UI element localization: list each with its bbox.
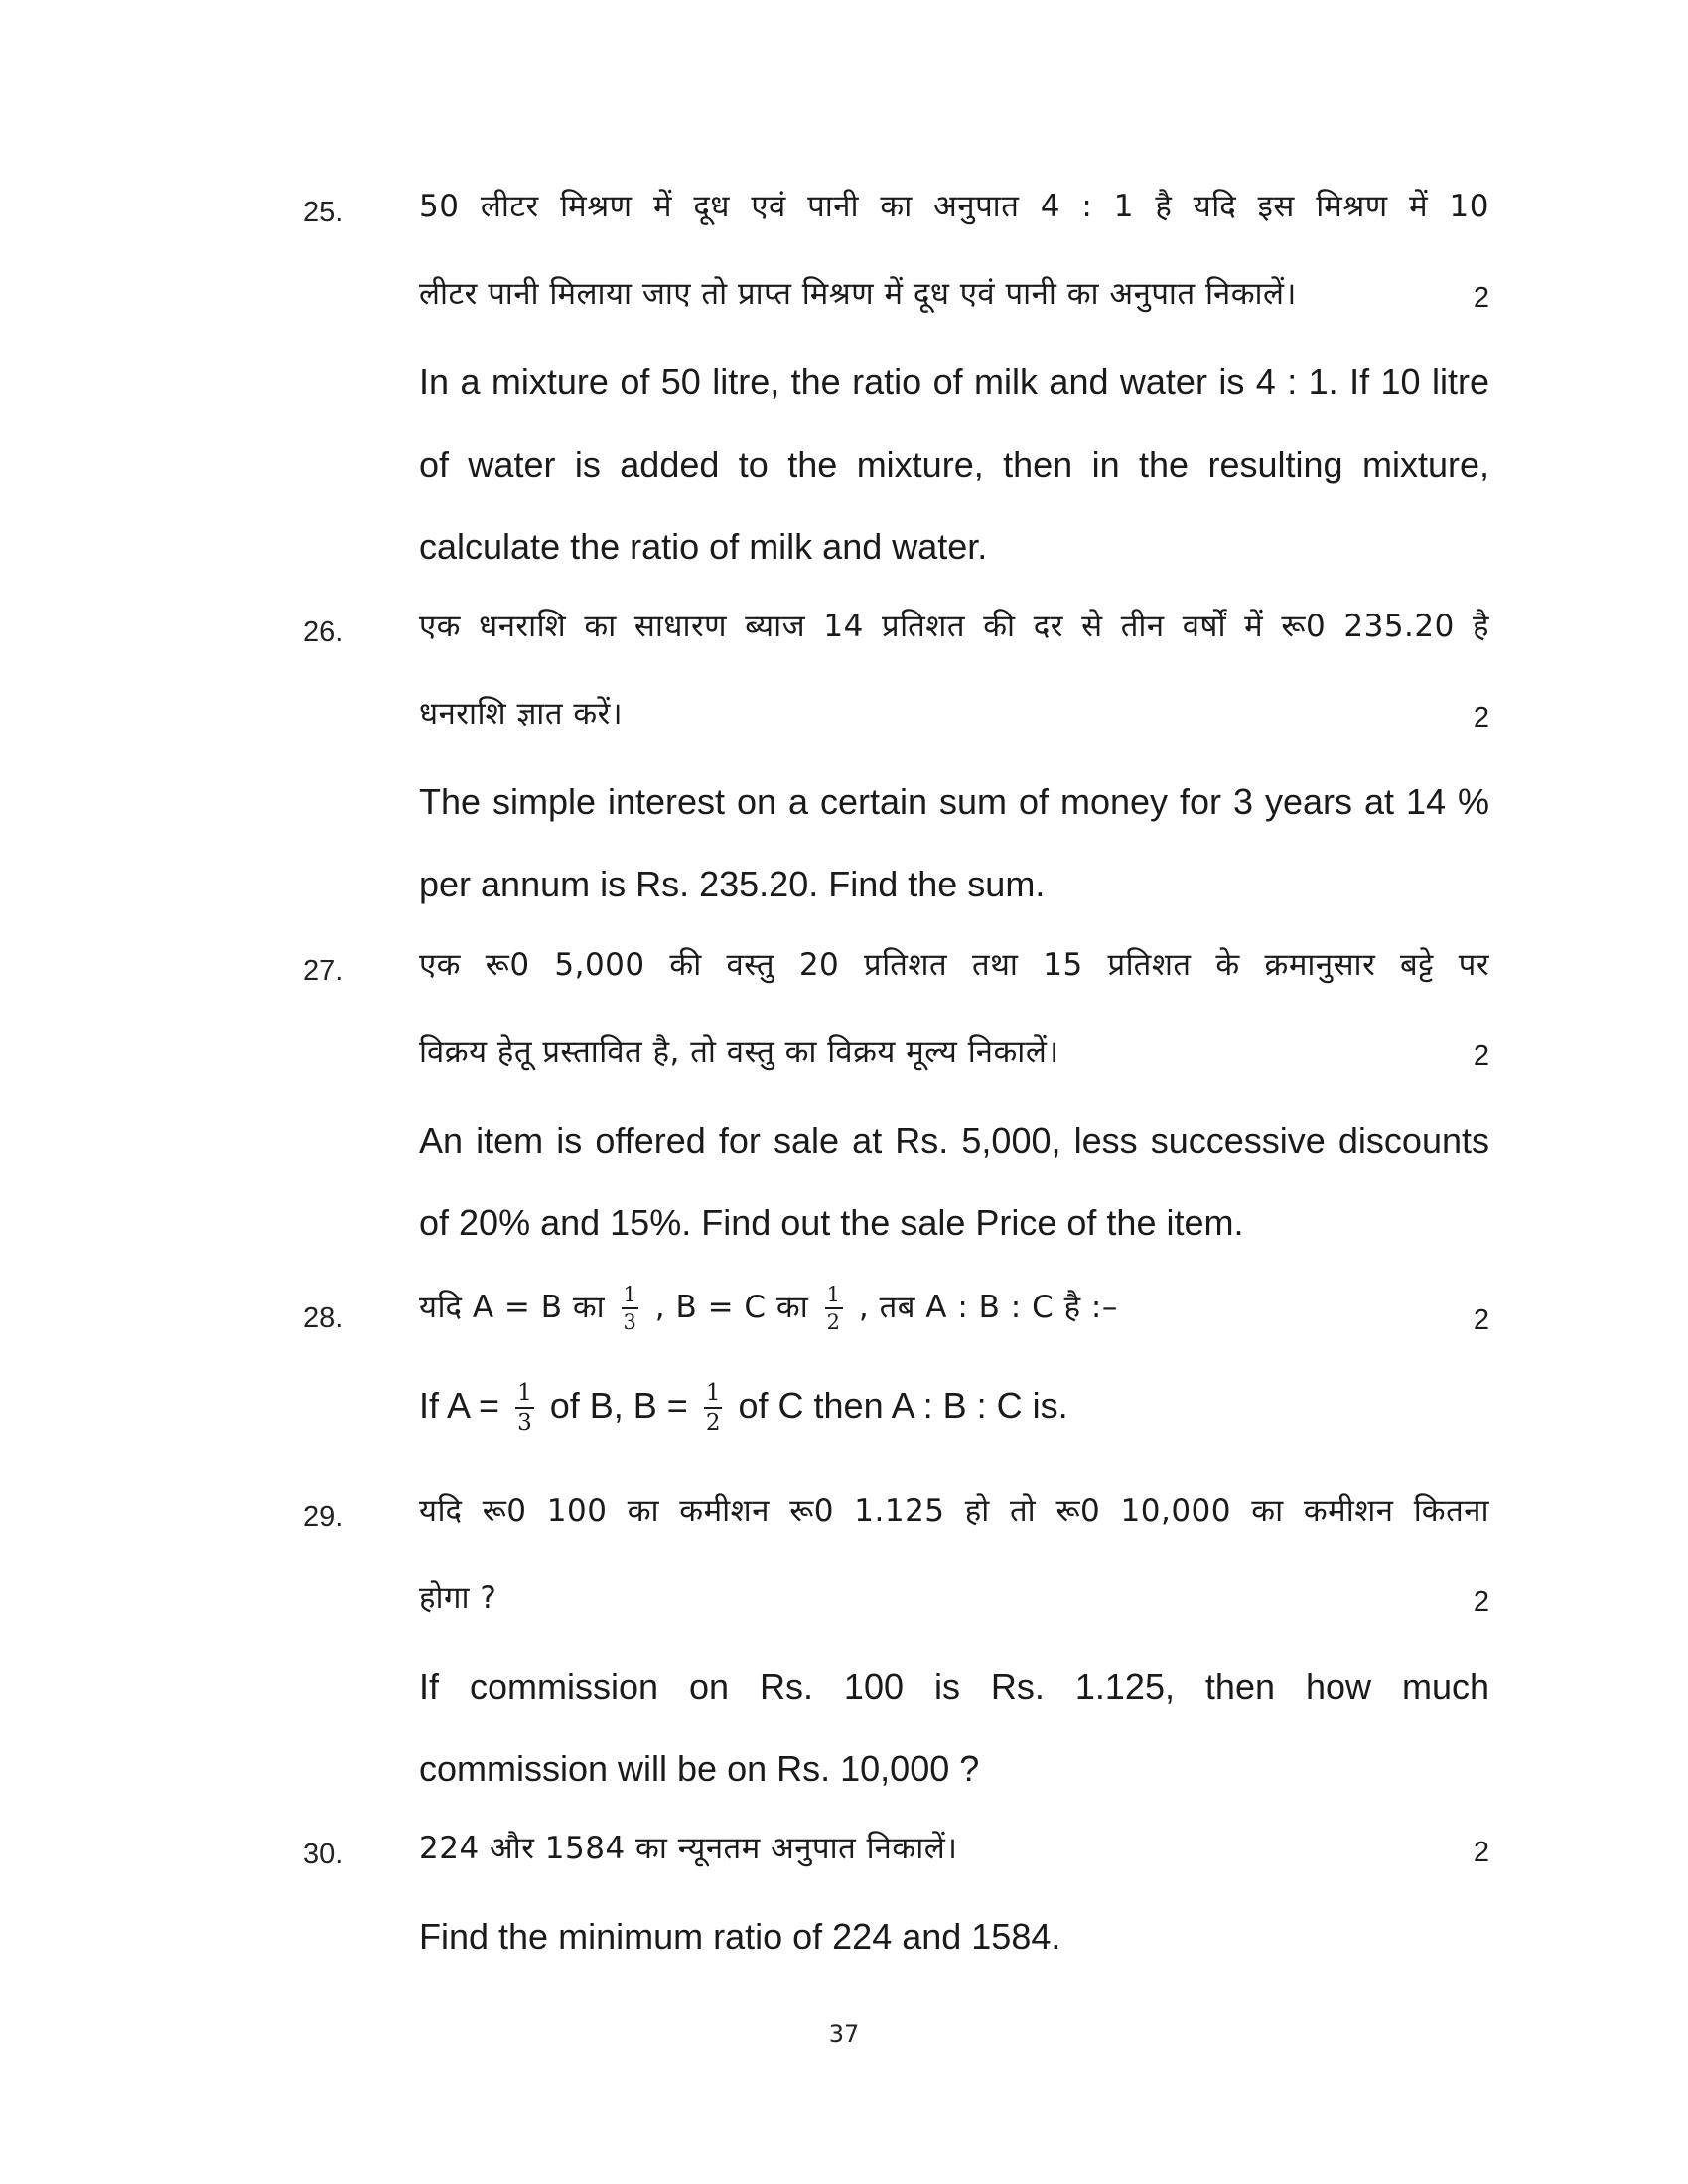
question-number: 26. [303, 616, 344, 648]
fraction [704, 1382, 723, 1434]
question-english-line: calculate the ratio of milk and water. [419, 526, 988, 567]
question-english-line: of 20% and 15%. Find out the sale Price of the item. [419, 1202, 1244, 1243]
question-number: 27. [303, 955, 344, 987]
question-hindi-line: विक्रय हेतू प्रस्तावित है, तो वस्तु का विक्रय मूल्य निकालें। [419, 1034, 1059, 1070]
question-hindi-line: 224 और 1584 का न्यूनतम अनुपात निकालें। [419, 1831, 958, 1866]
question-number: 25. [303, 197, 344, 228]
english-text: of B, B = [549, 1385, 688, 1427]
fraction-denominator: 2 [826, 1310, 841, 1334]
question-number: 28. [303, 1302, 344, 1334]
question-number: 30. [303, 1839, 344, 1870]
fraction-numerator: 1 [825, 1285, 843, 1309]
english-text: If A = [419, 1385, 500, 1427]
question-english-line: An item is offered for sale at Rs. 5,000, less successive discounts [419, 1120, 1489, 1160]
question-marks: 2 [1473, 282, 1489, 314]
fraction-numerator: 1 [704, 1382, 723, 1409]
question-english-line [419, 1382, 1489, 1434]
question-hindi-line: होगा ? [419, 1580, 497, 1616]
question-hindi-line: लीटर पानी मिलाया जाए तो प्राप्त मिश्रण में दूध एवं पानी का अनुपात निकालें। [419, 276, 1297, 312]
question-marks: 2 [1473, 1837, 1489, 1868]
fraction-numerator: 1 [622, 1285, 639, 1309]
question-english-line: per annum is Rs. 235.20. Find the sum. [419, 864, 1046, 904]
question-hindi-line: एक धनराशि का साधारण ब्याज 14 प्रतिशत की दर से तीन वर्षों में रू0 235.20 है [419, 609, 1489, 644]
fraction-numerator: 1 [515, 1382, 534, 1409]
fraction-denominator: 3 [517, 1410, 532, 1435]
question-hindi-line [419, 1285, 1489, 1333]
question-english-line: of water is added to the mixture, then in the resulting mixture, [419, 444, 1489, 484]
english-text: of C then A : B : C is. [738, 1385, 1068, 1427]
question-hindi-line: एक रू0 5,000 की वस्तु 20 प्रतिशत तथा 15 प्रतिशत के क्रमानुसार बट्टे पर [419, 947, 1489, 983]
hindi-text: , B = C का [654, 1290, 809, 1325]
page-number: 37 [828, 2020, 860, 2048]
fraction-denominator: 2 [705, 1410, 721, 1435]
question-marks: 2 [1473, 1040, 1489, 1072]
question-number: 29. [303, 1501, 344, 1533]
question-english-line: commission will be on Rs. 10,000 ? [419, 1748, 980, 1789]
hindi-text: यदि A = B का [419, 1290, 606, 1325]
question-marks: 2 [1473, 1304, 1489, 1336]
fraction [515, 1382, 534, 1434]
question-english-line: In a mixture of 50 litre, the ratio of milk and water is 4 : 1. If 10 litre [419, 361, 1489, 402]
question-marks: 2 [1473, 702, 1489, 734]
question-english-line: Find the minimum ratio of 224 and 1584. [419, 1916, 1061, 1957]
question-english-line: If commission on Rs. 100 is Rs. 1.125, then how much [419, 1666, 1489, 1706]
fraction [622, 1285, 639, 1333]
fraction-denominator: 3 [623, 1310, 637, 1334]
question-english-line: The simple interest on a certain sum of money for 3 years at 14 % [419, 781, 1489, 822]
hindi-text: , तब A : B : C है :– [858, 1290, 1118, 1325]
fraction [825, 1285, 843, 1333]
question-hindi-line: धनराशि ज्ञात करें। [419, 696, 624, 732]
question-hindi-line: यदि रू0 100 का कमीशन रू0 1.125 हो तो रू0 10,000 का कमीशन कितना [419, 1493, 1489, 1529]
question-hindi-line: 50 लीटर मिश्रण में दूध एवं पानी का अनुपात 4 : 1 है यदि इस मिश्रण में 10 [419, 189, 1489, 224]
question-marks: 2 [1473, 1586, 1489, 1618]
